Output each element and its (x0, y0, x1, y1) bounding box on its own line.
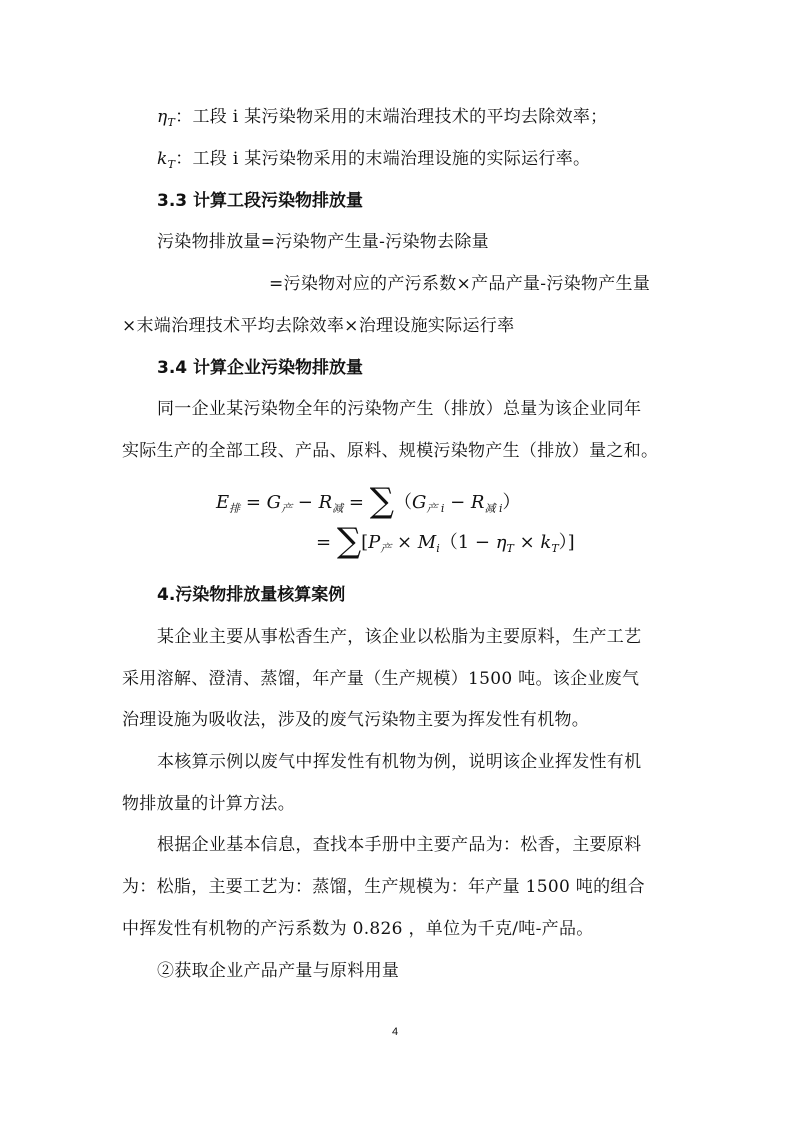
formula-subscript: 减 (332, 502, 344, 515)
paragraph-line: 实际生产的全部工段、产品、原料、规模污染物产生（排放）量之和。 (122, 441, 659, 461)
paragraph-line: 污染物排放量=污染物产生量-污染物去除量 (157, 232, 489, 252)
formula-subscript: 减 i (484, 502, 503, 515)
formula-subscript: T (551, 542, 559, 555)
formula-subscript: 产 (281, 502, 293, 515)
k-symbol: k (157, 149, 168, 169)
section-heading-4: 4.污染物排放量核算案例 (157, 585, 346, 605)
paragraph-line: 同一企业某污染物全年的污染物产生（排放）总量为该企业同年 (157, 399, 642, 419)
paragraph-line: 物排放量的计算方法。 (122, 794, 295, 814)
paragraph-line: 根据企业基本信息，查找本手册中主要产品为：松香，主要原料 (157, 835, 642, 855)
formula-operator: （ (393, 492, 412, 513)
formula-operator: = (316, 532, 337, 553)
paragraph-line: ×末端治理技术平均去除效率×治理设施实际运行率 (122, 316, 515, 336)
formula-total-emission (216, 481, 521, 521)
paragraph-line: 为：松脂，主要工艺为：蒸馏，生产规模为：年产量 1500 吨的组合 (122, 877, 645, 897)
formula-symbol: G (266, 492, 282, 513)
formula-operator: × (391, 532, 418, 553)
formula-operator: − (292, 492, 319, 513)
formula-operator: × (513, 532, 541, 553)
formula-symbol: M (417, 532, 437, 553)
formula-operator: ） (502, 492, 521, 513)
formula-operator: = (343, 492, 370, 513)
paragraph-line: 采用溶解、澄清、蒸馏，年产量（生产规模）1500 吨。该企业废气 (122, 669, 640, 689)
definition-k (157, 148, 590, 172)
formula-subscript: i (436, 542, 440, 555)
k-definition-text: ：工段 i 某污染物采用的末端治理设施的实际运行率。 (175, 149, 591, 169)
formula-symbol: R (470, 492, 485, 513)
formula-operator: ）] (558, 532, 575, 553)
formula-subscript: 产 i (426, 502, 445, 515)
summation-symbol: ∑ (336, 521, 362, 561)
summation-symbol: ∑ (369, 481, 394, 521)
eta-subscript: T (167, 116, 176, 129)
paragraph-line: 中挥发性有机物的产污系数为 0.826 ，单位为千克/吨-产品。 (122, 919, 594, 939)
formula-subscript: T (506, 542, 514, 555)
section-heading-3-4: 3.4 计算企业污染物排放量 (157, 358, 364, 378)
page-number: 4 (392, 1026, 399, 1038)
eta-definition-text: ：工段 i 某污染物采用的末端治理技术的平均去除效率； (175, 107, 608, 127)
formula-subscript: 排 (229, 502, 241, 515)
formula-symbol: E (216, 492, 230, 513)
formula-symbol: η (495, 532, 507, 553)
paragraph-line: 某企业主要从事松香生产，该企业以松脂为主要原料，生产工艺 (157, 627, 642, 647)
formula-symbol: G (411, 492, 427, 513)
k-subscript: T (167, 158, 176, 171)
step-item: ②获取企业产品产量与原料用量 (157, 961, 400, 981)
formula-expanded (316, 521, 575, 561)
formula-operator: [ (361, 532, 369, 553)
formula-subscript: 产 (380, 542, 392, 555)
formula-symbol: P (368, 532, 381, 553)
definition-eta (157, 106, 607, 130)
formula-operator: = (240, 492, 267, 513)
eta-symbol: η (157, 107, 168, 127)
paragraph-line: 治理设施为吸收法，涉及的废气污染物主要为挥发性有机物。 (122, 710, 590, 730)
formula-symbol: k (540, 532, 552, 553)
formula-symbol: R (318, 492, 333, 513)
formula-operator: （1 − (439, 532, 496, 553)
formula-operator: − (444, 492, 471, 513)
paragraph-line: =污染物对应的产污系数×产品产量-污染物产生量 (269, 274, 651, 294)
paragraph-line: 本核算示例以废气中挥发性有机物为例，说明该企业挥发性有机 (157, 752, 642, 772)
section-heading-3-3: 3.3 计算工段污染物排放量 (157, 191, 364, 211)
